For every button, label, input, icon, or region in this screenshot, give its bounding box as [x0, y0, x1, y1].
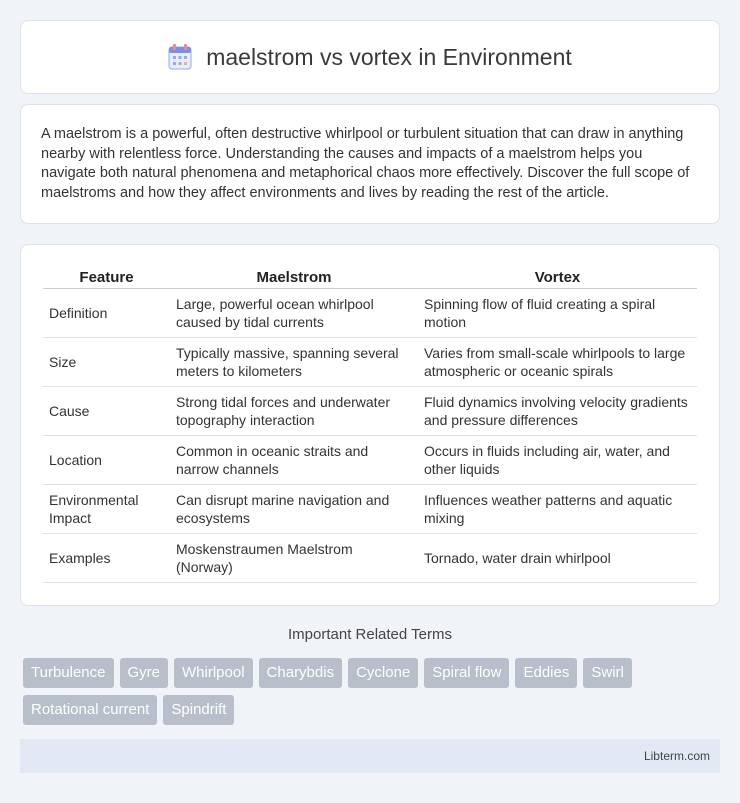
related-terms-list — [23, 658, 723, 725]
feature-cell: Location — [43, 436, 170, 485]
vortex-cell: Tornado, water drain whirlpool — [418, 534, 697, 583]
table-header-row — [43, 265, 697, 289]
tag-turbulence[interactable]: Turbulence — [23, 658, 114, 688]
feature-cell: Definition — [43, 289, 170, 338]
comparison-table-card — [20, 244, 720, 606]
table-row — [43, 534, 697, 583]
tag-whirlpool[interactable]: Whirlpool — [174, 658, 253, 688]
footer — [20, 739, 720, 773]
maelstrom-cell: Strong tidal forces and underwater topography interaction — [170, 387, 418, 436]
header-maelstrom: Maelstrom — [170, 265, 418, 289]
tag-spiral-flow[interactable]: Spiral flow — [424, 658, 509, 688]
table-row — [43, 387, 697, 436]
tag-eddies[interactable]: Eddies — [515, 658, 577, 688]
maelstrom-cell: Large, powerful ocean whirlpool caused by tidal currents — [170, 289, 418, 338]
table-row — [43, 338, 697, 387]
maelstrom-cell: Can disrupt marine navigation and ecosystems — [170, 485, 418, 534]
feature-cell: Size — [43, 338, 170, 387]
table-row — [43, 289, 697, 338]
calendar-icon — [168, 44, 192, 70]
intro-card — [20, 104, 720, 224]
tag-rotational-current[interactable]: Rotational current — [23, 695, 157, 725]
header-card — [20, 20, 720, 94]
tag-gyre[interactable]: Gyre — [120, 658, 169, 688]
tag-spindrift[interactable]: Spindrift — [163, 695, 234, 725]
vortex-cell: Spinning flow of fluid creating a spiral motion — [418, 289, 697, 338]
vortex-cell: Influences weather patterns and aquatic mixing — [418, 485, 697, 534]
maelstrom-cell: Moskenstraumen Maelstrom (Norway) — [170, 534, 418, 583]
intro-text: A maelstrom is a powerful, often destructive whirlpool or turbulent situation that can draw in anything nearby with relentless force. Understanding the causes and impacts of a maelstrom helps you navigate both natural phenomena and metaphorical chaos more effectively. Discover the full scope of maelstroms and how they affect environments and lives by reading the rest of the article. — [41, 126, 690, 201]
vortex-cell: Occurs in fluids including air, water, and other liquids — [418, 436, 697, 485]
comparison-table — [43, 265, 697, 583]
maelstrom-cell: Typically massive, spanning several meters to kilometers — [170, 338, 418, 387]
page-title: maelstrom vs vortex in Environment — [206, 43, 572, 70]
header-feature: Feature — [43, 265, 170, 289]
maelstrom-cell: Common in oceanic straits and narrow channels — [170, 436, 418, 485]
footer-site-link[interactable]: Libterm.com — [643, 749, 710, 763]
vortex-cell: Fluid dynamics involving velocity gradients and pressure differences — [418, 387, 697, 436]
table-row — [43, 485, 697, 534]
related-terms-title: Important Related Terms — [288, 626, 452, 643]
feature-cell: Examples — [43, 534, 170, 583]
header-vortex: Vortex — [418, 265, 697, 289]
feature-cell: Environmental Impact — [43, 485, 170, 534]
table-row — [43, 436, 697, 485]
vortex-cell: Varies from small-scale whirlpools to large atmospheric or oceanic spirals — [418, 338, 697, 387]
tag-charybdis[interactable]: Charybdis — [259, 658, 343, 688]
tag-swirl[interactable]: Swirl — [583, 658, 632, 688]
tag-cyclone[interactable]: Cyclone — [348, 658, 418, 688]
feature-cell: Cause — [43, 387, 170, 436]
